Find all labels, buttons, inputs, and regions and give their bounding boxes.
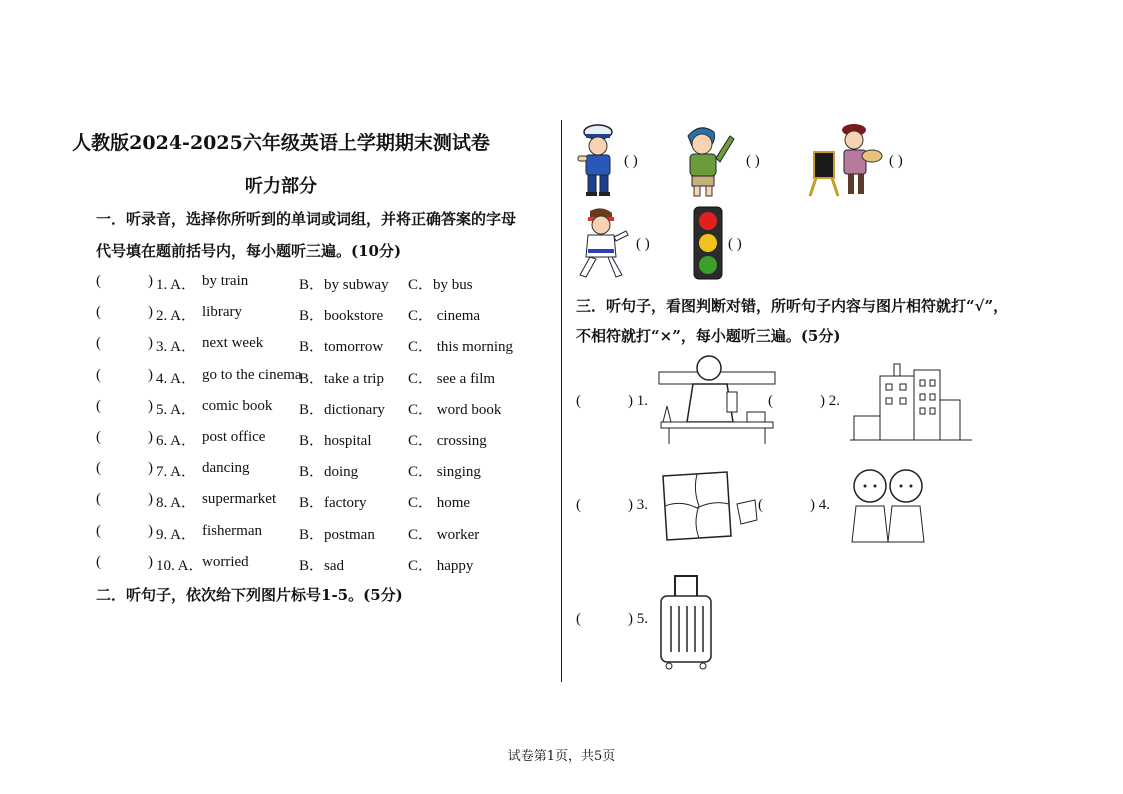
- option-c: C． home: [408, 495, 471, 512]
- option-c: C． singing: [408, 464, 481, 481]
- question-row: [96, 335, 546, 355]
- answer-blank-open[interactable]: (: [96, 397, 101, 414]
- option-c: C． word book: [408, 401, 502, 418]
- puzzle-image: [657, 470, 767, 542]
- answer-blank-close: ): [148, 366, 153, 383]
- option-c: C． this morning: [408, 339, 514, 356]
- question-number: 6. A．: [156, 433, 197, 449]
- option-b: B．postman: [299, 526, 375, 543]
- judge-item-5-open[interactable]: (: [576, 611, 581, 627]
- answer-blank-close: ): [148, 522, 153, 539]
- answer-blank-open[interactable]: (: [96, 491, 101, 508]
- option-c: C． worker: [408, 526, 480, 543]
- option-a: library: [202, 304, 242, 321]
- question-number: 10. A．: [156, 557, 204, 574]
- judge-item-3-open[interactable]: (: [576, 497, 581, 513]
- option-a: next week: [202, 335, 264, 352]
- answer-blank-open[interactable]: (: [96, 553, 101, 570]
- option-a: dancing: [202, 460, 250, 477]
- answer-blank-open[interactable]: (: [96, 335, 101, 352]
- police-officer-image: [576, 122, 624, 198]
- two-children-image: [842, 462, 936, 546]
- option-a: post office: [202, 429, 266, 445]
- judge-item-1-open[interactable]: (: [576, 393, 581, 409]
- boy-waving-image: [680, 122, 738, 198]
- painter-image: [806, 122, 886, 198]
- option-c: C． crossing: [408, 433, 487, 449]
- question-row: [96, 460, 546, 480]
- traffic-light-image: [692, 205, 724, 281]
- picture-blank-4[interactable]: ( ): [636, 236, 650, 252]
- section1-heading-line2: 代号填在题前括号内，每小题听三遍。(10分): [96, 242, 402, 260]
- question-row: [96, 491, 546, 511]
- question-row: [96, 429, 546, 449]
- option-b: B．tomorrow: [299, 339, 384, 356]
- option-b: B．factory: [299, 495, 367, 512]
- answer-blank-open[interactable]: (: [96, 273, 101, 289]
- question-number: 9. A．: [156, 526, 197, 543]
- option-b: B．by subway: [299, 277, 389, 293]
- judge-item-2-open[interactable]: (: [768, 393, 773, 409]
- answer-blank-close: ): [148, 429, 153, 445]
- answer-blank-open[interactable]: (: [96, 429, 101, 445]
- question-row: [96, 273, 546, 293]
- option-b: B．bookstore: [299, 308, 384, 325]
- option-c: C． see a film: [408, 370, 496, 387]
- answer-blank-open[interactable]: (: [96, 460, 101, 477]
- question-row: [96, 367, 546, 387]
- question-number: 1. A．: [156, 277, 197, 293]
- column-divider: [561, 120, 562, 682]
- buildings-image: [850, 360, 972, 442]
- judge-item-5-label: ) 5.: [628, 611, 648, 627]
- judge-item-4-label: ) 4.: [810, 497, 830, 513]
- answer-blank-open[interactable]: (: [96, 304, 101, 321]
- answer-blank-close: ): [148, 491, 153, 508]
- suitcase-image: [657, 572, 715, 670]
- option-c: C． cinema: [408, 308, 481, 325]
- picture-blank-3[interactable]: ( ): [889, 153, 903, 169]
- answer-blank-close: ): [148, 397, 153, 414]
- page-subtitle: 听力部分: [245, 176, 317, 197]
- option-b: B．hospital: [299, 433, 372, 449]
- picture-blank-2[interactable]: ( ): [746, 153, 760, 169]
- answer-blank-close: ): [148, 335, 153, 352]
- picture-blank-5[interactable]: ( ): [728, 236, 742, 252]
- option-a: comic book: [202, 397, 273, 414]
- question-row: [96, 523, 546, 543]
- picture-blank-1[interactable]: ( ): [624, 153, 638, 169]
- section3-heading-line1: 三．听句子，看图判断对错，所听句子内容与图片相符就打“√”，: [576, 297, 1009, 315]
- page-footer: 试卷第1页，共5页: [507, 749, 616, 764]
- judge-item-2-label: ) 2.: [820, 393, 840, 409]
- answer-blank-close: ): [148, 273, 153, 289]
- option-c: C．by bus: [408, 277, 473, 293]
- answer-blank-open[interactable]: (: [96, 522, 101, 539]
- option-a: worried: [202, 553, 249, 570]
- question-number: 8. A．: [156, 495, 197, 512]
- option-b: B．dictionary: [299, 401, 385, 418]
- option-a: fisherman: [202, 522, 262, 539]
- page-title: 人教版2024-2025六年级英语上学期期末测试卷: [72, 132, 490, 154]
- question-number: 2. A．: [156, 308, 197, 325]
- section1-heading-line1: 一．听录音，选择你所听到的单词或词组，并将正确答案的字母: [96, 210, 517, 228]
- question-number: 7. A．: [156, 464, 197, 481]
- scientist-lab-image: [657, 352, 777, 446]
- option-b: B．sad: [299, 557, 345, 574]
- option-a: go to the cinema: [202, 366, 302, 383]
- option-a: by train: [202, 273, 249, 289]
- answer-blank-close: ): [148, 460, 153, 477]
- answer-blank-open[interactable]: (: [96, 366, 101, 383]
- question-number: 5. A．: [156, 401, 197, 418]
- question-row: [96, 304, 546, 324]
- question-number: 4. A．: [156, 370, 197, 387]
- judge-item-4-open[interactable]: (: [758, 497, 763, 513]
- judge-item-3-label: ) 3.: [628, 497, 648, 513]
- option-a: supermarket: [202, 491, 277, 508]
- question-number: 3. A．: [156, 339, 197, 356]
- answer-blank-close: ): [148, 304, 153, 321]
- option-c: C． happy: [408, 557, 474, 574]
- karate-boy-image: [576, 205, 628, 281]
- option-b: B．doing: [299, 464, 359, 481]
- option-b: B．take a trip: [299, 370, 384, 387]
- answer-blank-close: ): [148, 553, 153, 570]
- section2-heading: 二．听句子，依次给下列图片标号1-5。(5分): [96, 586, 403, 604]
- question-row: [96, 554, 546, 574]
- section3-heading-line2: 不相符就打“×”，每小题听三遍。(5分): [576, 327, 841, 345]
- question-row: [96, 398, 546, 418]
- judge-item-1-label: ) 1.: [628, 393, 648, 409]
